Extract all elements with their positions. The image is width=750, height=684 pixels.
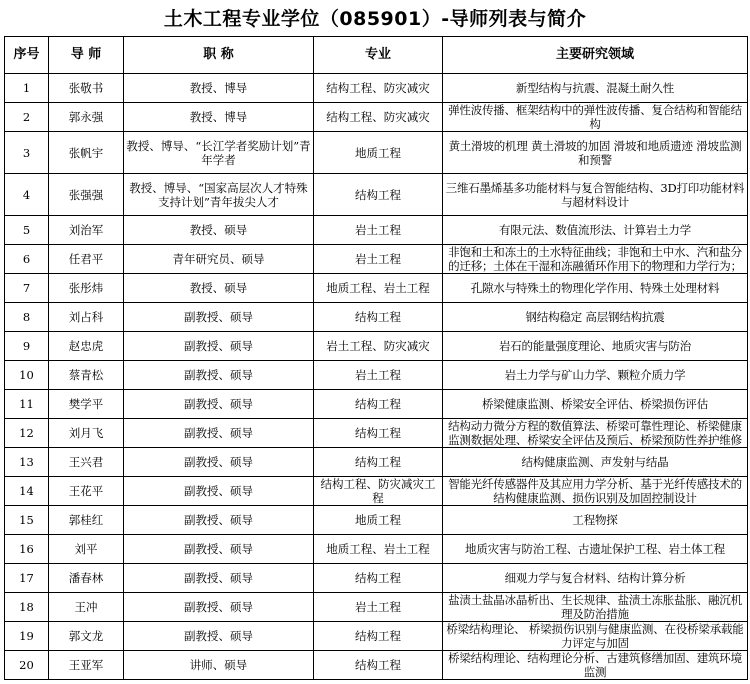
table-row (5, 535, 748, 564)
row-major: 岩土工程 (314, 245, 443, 274)
row-research: 有限元法、数值流形法、计算岩土力学 (443, 216, 748, 245)
row-major: 结构工程 (314, 651, 443, 680)
row-position: 教授、硕导 (124, 274, 314, 303)
row-research: 岩土力学与矿山力学、颗粒介质力学 (443, 361, 748, 390)
row-index: 13 (5, 448, 49, 477)
table-row (5, 448, 748, 477)
row-index: 2 (5, 103, 49, 132)
row-advisor: 张敬书 (49, 74, 124, 103)
table-row (5, 174, 748, 216)
table-row (5, 216, 748, 245)
table-row (5, 506, 748, 535)
table-row (5, 361, 748, 390)
row-position: 副教授、硕导 (124, 419, 314, 448)
row-position: 青年研究员、硕导 (124, 245, 314, 274)
row-major: 地质工程 (314, 506, 443, 535)
row-position: 教授、硕导 (124, 216, 314, 245)
row-major: 结构工程、防灾减灾 (314, 74, 443, 103)
row-major: 结构工程 (314, 622, 443, 651)
row-research: 孔隙水与特殊土的物理化学作用、特殊土处理材料 (443, 274, 748, 303)
row-advisor: 张彤炜 (49, 274, 124, 303)
row-research: 结构动力微分方程的数值算法、桥梁可靠性理论、桥梁健康监测数据处理、桥梁安全评估及预后、桥梁预防性养护维修 (443, 419, 748, 448)
row-position: 副教授、硕导 (124, 303, 314, 332)
row-index: 9 (5, 332, 49, 361)
row-advisor: 刘治军 (49, 216, 124, 245)
row-major: 结构工程、防灾减灾 (314, 103, 443, 132)
header-advisor: 导 师 (49, 37, 124, 74)
row-research: 桥梁结构理论、结构理论分析、古建筑修缮加固、建筑环境监测 (443, 651, 748, 680)
header-major: 专业 (314, 37, 443, 74)
document-title: 土木工程专业学位（085901）-导师列表与简介 (163, 8, 587, 30)
row-index: 3 (5, 132, 49, 174)
row-position: 副教授、硕导 (124, 564, 314, 593)
row-major: 结构工程 (314, 564, 443, 593)
row-position: 副教授、硕导 (124, 506, 314, 535)
row-research: 地质灾害与防治工程、古遗址保护工程、岩土体工程 (443, 535, 748, 564)
table-row (5, 390, 748, 419)
table-row (5, 593, 748, 622)
advisor-table (4, 36, 748, 680)
row-advisor: 潘春林 (49, 564, 124, 593)
row-research: 结构健康监测、声发射与结晶 (443, 448, 748, 477)
row-advisor: 樊学平 (49, 390, 124, 419)
row-major: 地质工程、岩土工程 (314, 274, 443, 303)
header-index: 序号 (5, 37, 49, 74)
row-research: 新型结构与抗震、混凝土耐久性 (443, 74, 748, 103)
row-position: 教授、博导 (124, 103, 314, 132)
row-major: 岩土工程、防灾减灾 (314, 332, 443, 361)
row-advisor: 王花平 (49, 477, 124, 506)
row-position: 讲师、硕导 (124, 651, 314, 680)
row-position: 副教授、硕导 (124, 390, 314, 419)
row-advisor: 王冲 (49, 593, 124, 622)
table-row (5, 564, 748, 593)
row-major: 岩土工程 (314, 216, 443, 245)
row-index: 19 (5, 622, 49, 651)
row-position: 副教授、硕导 (124, 477, 314, 506)
table-row (5, 419, 748, 448)
row-major: 结构工程 (314, 448, 443, 477)
row-research: 桥梁健康监测、桥梁安全评估、桥梁损伤评估 (443, 390, 748, 419)
row-advisor: 刘平 (49, 535, 124, 564)
row-advisor: 任君平 (49, 245, 124, 274)
row-advisor: 郭文龙 (49, 622, 124, 651)
row-position: 副教授、硕导 (124, 593, 314, 622)
table-row (5, 132, 748, 174)
table-row (5, 622, 748, 651)
row-position: 教授、博导、“国家高层次人才特殊支持计划”青年拔尖人才 (124, 174, 314, 216)
row-major: 地质工程 (314, 132, 443, 174)
header-research: 主要研究领域 (443, 37, 748, 74)
row-position: 副教授、硕导 (124, 448, 314, 477)
row-major: 结构工程 (314, 419, 443, 448)
header-position: 职 称 (124, 37, 314, 74)
row-index: 6 (5, 245, 49, 274)
row-index: 17 (5, 564, 49, 593)
row-research: 岩石的能量强度理论、地质灾害与防治 (443, 332, 748, 361)
row-major: 结构工程 (314, 303, 443, 332)
table-row (5, 103, 748, 132)
row-major: 岩土工程 (314, 361, 443, 390)
table-row (5, 303, 748, 332)
row-index: 7 (5, 274, 49, 303)
row-index: 1 (5, 74, 49, 103)
row-index: 11 (5, 390, 49, 419)
row-index: 10 (5, 361, 49, 390)
row-position: 教授、博导 (124, 74, 314, 103)
row-advisor: 郭永强 (49, 103, 124, 132)
table-row (5, 245, 748, 274)
row-advisor: 王亚军 (49, 651, 124, 680)
table-row (5, 74, 748, 103)
row-research: 弹性波传播、框架结构中的弹性波传播、复合结构和智能结构 (443, 103, 748, 132)
row-research: 黄土滑坡的机理 黄土滑坡的加固 滑坡和地质遗迹 滑坡监测和预警 (443, 132, 748, 174)
row-advisor: 赵忠虎 (49, 332, 124, 361)
row-index: 20 (5, 651, 49, 680)
row-advisor: 郭桂红 (49, 506, 124, 535)
row-research: 工程物探 (443, 506, 748, 535)
row-major: 岩土工程 (314, 593, 443, 622)
row-index: 18 (5, 593, 49, 622)
row-index: 15 (5, 506, 49, 535)
row-advisor: 张强强 (49, 174, 124, 216)
row-position: 教授、博导、“长江学者奖励计划”青年学者 (124, 132, 314, 174)
row-advisor: 张帆宇 (49, 132, 124, 174)
row-advisor: 刘月飞 (49, 419, 124, 448)
row-index: 4 (5, 174, 49, 216)
table-row (5, 651, 748, 680)
row-research: 钢结构稳定 高层钢结构抗震 (443, 303, 748, 332)
row-research: 细观力学与复合材料、结构计算分析 (443, 564, 748, 593)
row-position: 副教授、硕导 (124, 332, 314, 361)
row-index: 16 (5, 535, 49, 564)
row-advisor: 王兴君 (49, 448, 124, 477)
row-position: 副教授、硕导 (124, 622, 314, 651)
table-row (5, 274, 748, 303)
row-research: 三维石墨烯基多功能材料与复合智能结构、3D打印功能材料与超材料设计 (443, 174, 748, 216)
row-index: 5 (5, 216, 49, 245)
row-research: 桥梁结构理论、 桥梁损伤识别与健康监测、在役桥梁承载能力评定与加固 (443, 622, 748, 651)
row-position: 副教授、硕导 (124, 535, 314, 564)
row-research: 盐渍土盐晶冰晶析出、生长规律、盐渍土冻胀盐胀、融沉机理及防治措施 (443, 593, 748, 622)
table-row (5, 477, 748, 506)
table-row (5, 332, 748, 361)
row-index: 14 (5, 477, 49, 506)
row-advisor: 蔡青松 (49, 361, 124, 390)
row-research: 非饱和土和冻土的土水特征曲线；非饱和土中水、汽和盐分的迁移；土体在干湿和冻融循环作用下的物理和力学行为； (443, 245, 748, 274)
row-major: 地质工程、岩土工程 (314, 535, 443, 564)
row-research: 智能光纤传感器件及其应用力学分析、基于光纤传感技术的结构健康监测、损伤识别及加固控制设计 (443, 477, 748, 506)
row-index: 12 (5, 419, 49, 448)
row-index: 8 (5, 303, 49, 332)
row-major: 结构工程 (314, 390, 443, 419)
row-major: 结构工程、防灾减灾工程 (314, 477, 443, 506)
row-major: 结构工程 (314, 174, 443, 216)
row-position: 副教授、硕导 (124, 361, 314, 390)
table-header-row (5, 37, 748, 74)
row-advisor: 刘占科 (49, 303, 124, 332)
